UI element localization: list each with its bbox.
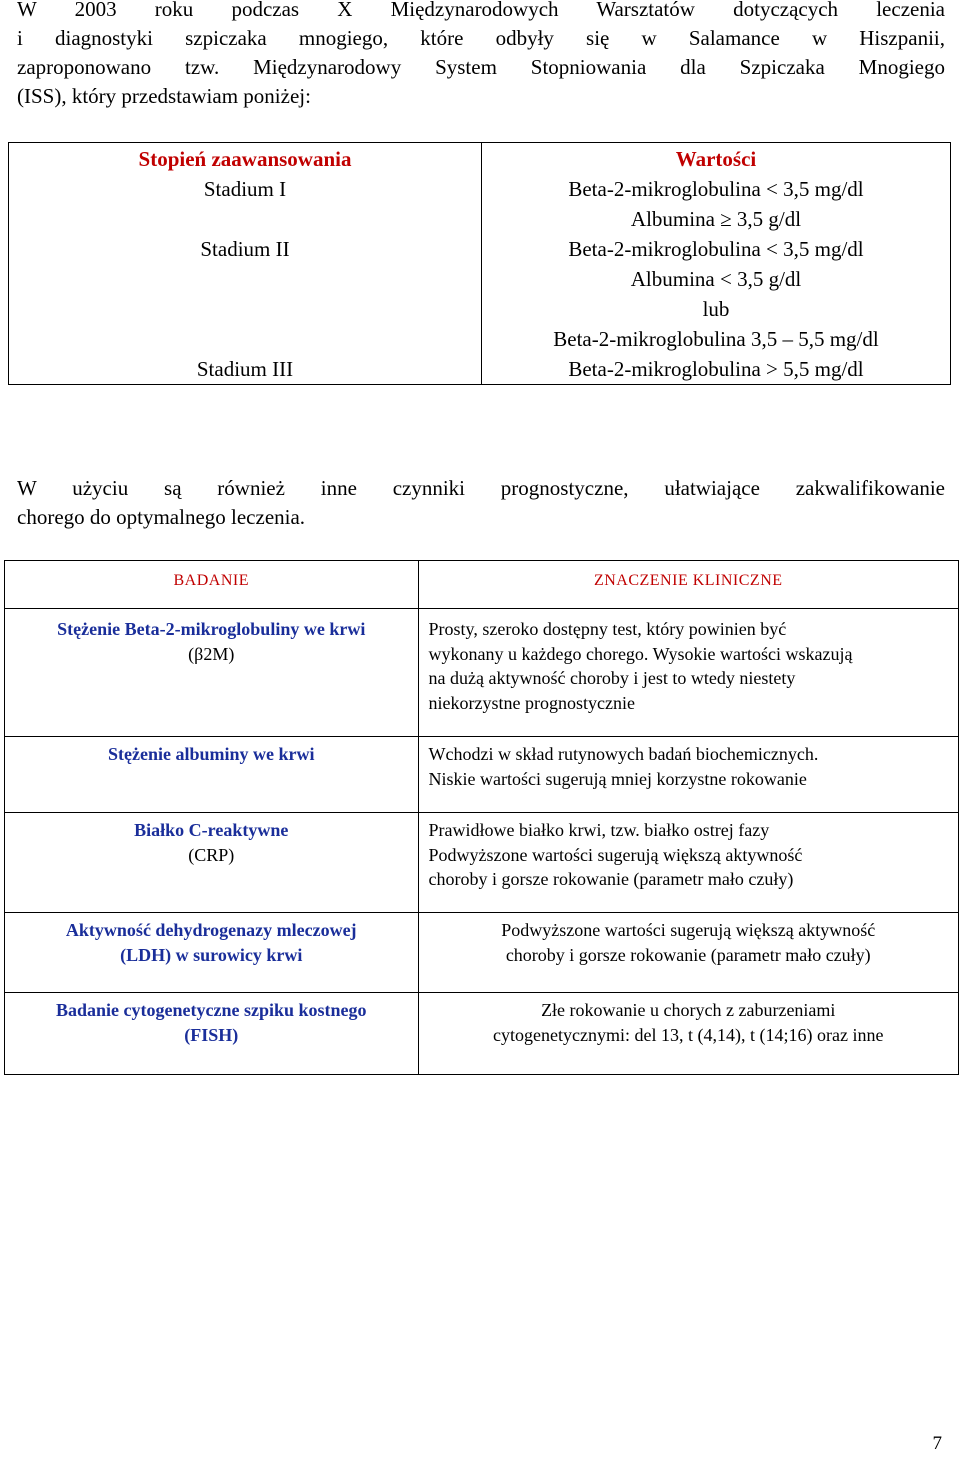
intro-line: W 2003 roku podczas X Międzynarodowych Warsztatów dotyczących leczenia bbox=[17, 0, 945, 21]
test-cell bbox=[5, 813, 419, 913]
test-name: Badanie cytogenetyczne szpiku kostnego bbox=[56, 1000, 367, 1020]
value-line: Beta-2-mikroglobulina < 3,5 mg/dl bbox=[568, 237, 864, 261]
test-abbrev: (β2M) bbox=[188, 643, 235, 664]
meaning-line: Wchodzi w skład rutynowych badań biochemicznych. bbox=[428, 744, 819, 764]
stage-label: Stadium I bbox=[203, 177, 287, 201]
meaning-line: choroby i gorsze rokowanie (parametr mało czuły) bbox=[428, 869, 794, 889]
meaning-line: Podwyższone wartości sugerują większą aktywność bbox=[501, 920, 876, 940]
values-header: Wartości bbox=[675, 147, 757, 171]
test-cell bbox=[5, 609, 419, 737]
meaning-cell bbox=[418, 993, 959, 1075]
meaning-line: na dużą aktywność choroby i jest to wtedy niestety bbox=[428, 668, 796, 688]
test-name: Aktywność dehydrogenazy mleczowej bbox=[65, 920, 357, 940]
intro-line: i diagnostyki szpiczaka mnogiego, które odbyły się w Salamance w Hiszpanii, bbox=[17, 26, 945, 50]
intro-line: (ISS), który przedstawiam poniżej: bbox=[17, 84, 311, 108]
meaning-line: Niskie wartości sugerują mniej korzystne rokowanie bbox=[428, 768, 807, 789]
iss-staging-table bbox=[8, 142, 951, 385]
test-abbrev: (FISH) bbox=[184, 1024, 239, 1045]
value-line: Albumina ≥ 3,5 g/dl bbox=[630, 207, 802, 231]
middle-line: chorego do optymalnego leczenia. bbox=[17, 505, 306, 529]
meaning-cell bbox=[418, 813, 959, 913]
middle-line: W użyciu są również inne czynniki prognostyczne, ułatwiające zakwalifikowanie bbox=[17, 476, 945, 500]
meaning-line: Złe rokowanie u chorych z zaburzeniami bbox=[541, 1000, 836, 1020]
header-meaning-cell bbox=[418, 561, 959, 609]
test-name: Białko C-reaktywne bbox=[134, 820, 289, 840]
meaning-line: cytogenetycznymi: del 13, t (4,14), t (14;16) oraz inne bbox=[493, 1024, 884, 1045]
meaning-cell bbox=[418, 609, 959, 737]
meaning-line: wykonany u każdego chorego. Wysokie wartości wskazują bbox=[428, 643, 853, 664]
page-number: 7 bbox=[932, 1433, 942, 1454]
test-abbrev: (CRP) bbox=[188, 844, 235, 865]
meaning-line: Podwyższone wartości sugerują większą aktywność bbox=[428, 844, 803, 865]
header-test: BADANIE bbox=[173, 572, 249, 589]
middle-paragraph bbox=[17, 474, 945, 532]
header-test-cell bbox=[5, 561, 419, 609]
intro-paragraph bbox=[17, 0, 945, 111]
meaning-line: choroby i gorsze rokowanie (parametr mało czuły) bbox=[505, 944, 871, 965]
meaning-cell bbox=[418, 737, 959, 813]
stage-header: Stopień zaawansowania bbox=[138, 147, 352, 171]
prognostic-tests-table bbox=[4, 560, 959, 1075]
value-line: Beta-2-mikroglobulina < 3,5 mg/dl bbox=[568, 177, 864, 201]
value-line: Beta-2-mikroglobulina > 5,5 mg/dl bbox=[568, 357, 864, 381]
stage-label: Stadium II bbox=[200, 237, 290, 261]
value-line: Beta-2-mikroglobulina 3,5 – 5,5 mg/dl bbox=[553, 327, 879, 351]
test-cell bbox=[5, 993, 419, 1075]
meaning-line: niekorzystne prognostycznie bbox=[428, 692, 635, 713]
meaning-line: Prosty, szeroko dostępny test, który powinien być bbox=[428, 619, 787, 639]
value-line: Albumina < 3,5 g/dl bbox=[630, 267, 802, 291]
stage-column bbox=[9, 143, 482, 385]
stage-label: Stadium III bbox=[196, 357, 294, 381]
intro-line: zaproponowano tzw. Międzynarodowy System Stopniowania dla Szpiczaka Mnogiego bbox=[17, 55, 945, 79]
meaning-cell bbox=[418, 913, 959, 993]
test-name: Stężenie albuminy we krwi bbox=[108, 744, 315, 764]
test-name-cont: (LDH) w surowicy krwi bbox=[120, 944, 303, 965]
value-line: lub bbox=[702, 297, 730, 321]
test-name: Stężenie Beta-2-mikroglobuliny we krwi bbox=[57, 619, 366, 639]
values-column bbox=[482, 143, 951, 385]
meaning-line: Prawidłowe białko krwi, tzw. białko ostrej fazy bbox=[428, 820, 770, 840]
test-cell bbox=[5, 913, 419, 993]
test-cell bbox=[5, 737, 419, 813]
header-meaning: ZNACZENIE KLINICZNE bbox=[593, 572, 783, 589]
